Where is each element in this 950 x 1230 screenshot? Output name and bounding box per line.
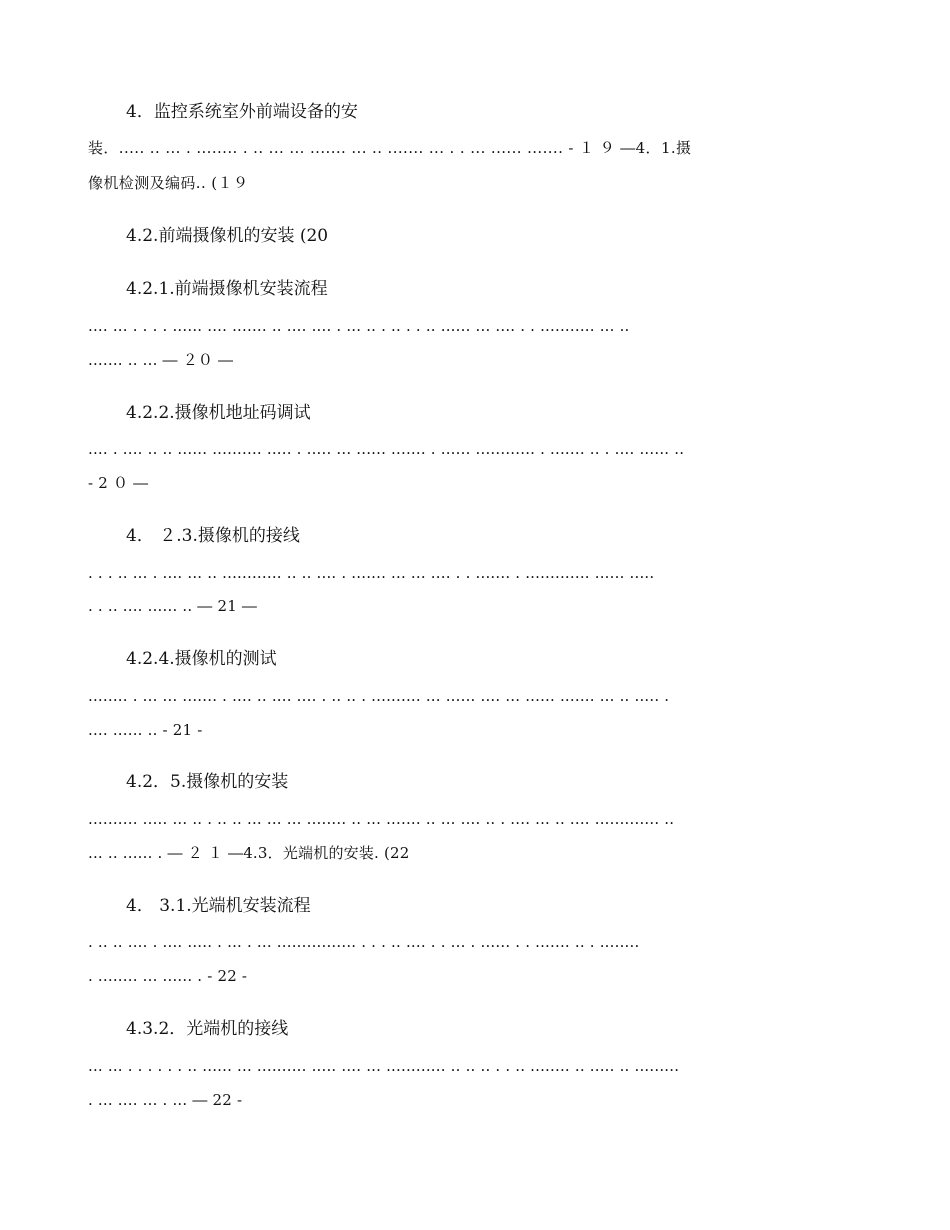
toc-leader-line: ... .. ...... . ― ２ １ ―4.3．光端机的安装. (22 bbox=[88, 844, 410, 862]
toc-leader-line: . .. .. .... . .... ..... . ... . ... ................ . . . .. .... . . ... . ...... . . ....... .. . ........ bbox=[88, 933, 640, 951]
toc-leader-line: . . .. .... ...... .. ― 21 ― bbox=[88, 597, 258, 615]
toc-heading: 4.2.1.前端摄像机安装流程 bbox=[126, 279, 328, 299]
toc-leader-line: 像机检测及编码.. (１９ bbox=[88, 174, 249, 192]
toc-heading: 4.2.4.摄像机的测试 bbox=[126, 649, 277, 669]
toc-leader-line: .... ...... .. - 21 - bbox=[88, 721, 203, 739]
toc-leader-line: .... . .... .. .. ...... .......... ..... . ..... ... ...... ....... . ...... ............ . ....... .. . .... ...... .. bbox=[88, 440, 685, 458]
toc-heading: 4.2．5.摄像机的安装 bbox=[126, 772, 289, 792]
toc-heading: 4．监控系统室外前端设备的安 bbox=[126, 102, 358, 122]
toc-leader-line: .......... ..... ... .. . .. .. ... ... ... ........ .. ... ....... .. ... .... .. . .... ... .. .... ............. .. bbox=[88, 810, 675, 828]
toc-heading: 4.2.2.摄像机地址码调试 bbox=[126, 403, 311, 423]
toc-leader-line: .... ... . . . . ...... .... ....... .. .... .... . ... .. . .. . . .. ...... ... .... . . ........... ... .. bbox=[88, 317, 630, 335]
toc-leader-line: . ... .... ... . ... ― 22 - bbox=[88, 1091, 243, 1109]
toc-leader-line: ....... .. ... ― ２０ ― bbox=[88, 351, 234, 369]
toc-leader-line: ... ... . . . . . . .. ...... ... .......... ..... .... ... ............ .. .. .. . . .. ........ .. ..... .. ......... bbox=[88, 1057, 680, 1075]
toc-leader-line: - 2 ０ ― bbox=[88, 474, 149, 492]
toc-heading: 4． ２.3.摄像机的接线 bbox=[126, 526, 300, 546]
toc-leader-line: 装．..... .. ... . ........ . .. ... ... ....... ... .. ....... ... . . ... ...... ....... - １ ９ ―4．1.摄 bbox=[88, 139, 692, 157]
toc-heading: 4.2.前端摄像机的安装 (20 bbox=[126, 226, 329, 246]
toc-heading: 4.3.2．光端机的接线 bbox=[126, 1019, 289, 1039]
toc-leader-line: ........ . ... ... ....... . .... .. .... .... . .. .. . .......... ... ...... .... ... ...... ....... ... .. ..... . bbox=[88, 687, 670, 705]
toc-heading: 4． 3.1.光端机安装流程 bbox=[126, 896, 311, 916]
toc-leader-line: . ........ ... ...... . - 22 - bbox=[88, 967, 248, 985]
toc-leader-line: . . . .. ... . .... ... .. ............ .. .. .... . ....... ... ... .... . . ....... . ............. ...... ..... bbox=[88, 564, 655, 582]
